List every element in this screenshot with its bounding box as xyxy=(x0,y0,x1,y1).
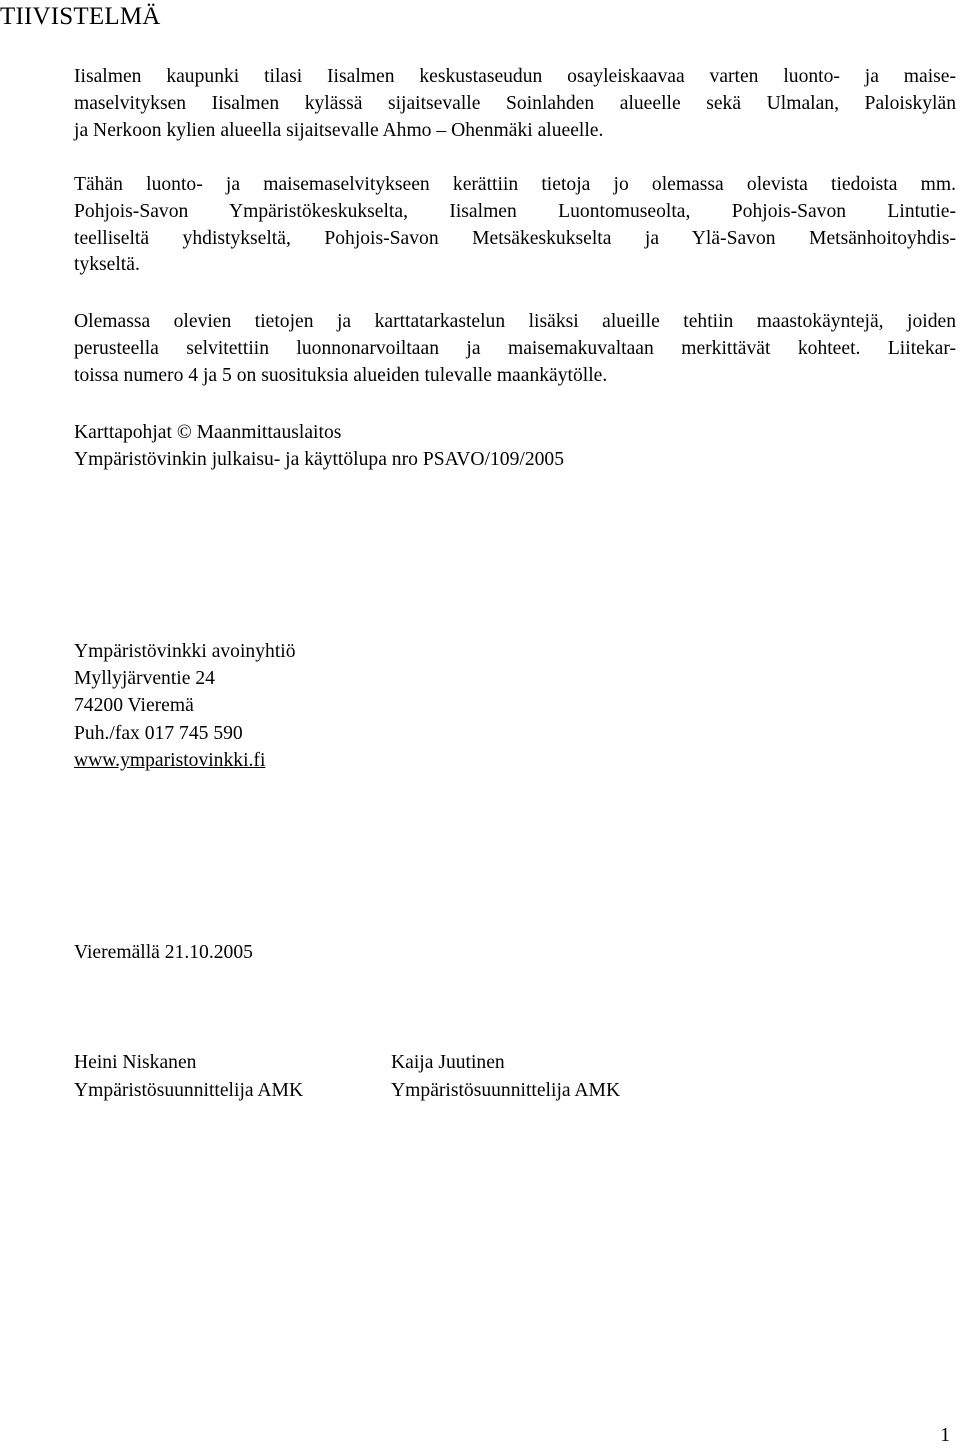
place-date: Vieremällä 21.10.2005 xyxy=(74,942,253,963)
contact-block xyxy=(74,638,296,774)
signer-1 xyxy=(74,1049,303,1104)
phone-fax: Puh./fax 017 745 590 xyxy=(74,722,243,744)
paragraph-line: tykseltä. xyxy=(74,254,140,276)
paragraph-line: teelliseltä yhdistykseltä, Pohjois-Savon Metsäkeskukselta ja Ylä-Savon Metsänhoitoyhdis- xyxy=(74,227,956,249)
website-link[interactable]: www.ymparistovinkki.fi xyxy=(74,749,266,771)
paragraph-line: toissa numero 4 ja 5 on suosituksia alueiden tulevalle maankäytölle. xyxy=(74,364,608,386)
company-name: Ympäristövinkki avoinyhtiö xyxy=(74,641,296,662)
paragraph-sources xyxy=(74,172,956,279)
signer-title: Ympäristösuunnittelija AMK xyxy=(391,1079,621,1101)
paragraph-line: Pohjois-Savon Ympäristökeskukselta, Iisalmen Luontomuseolta, Pohjois-Savon Lintutie- xyxy=(74,200,956,222)
paragraph-line: Olemassa olevien tietojen ja karttatarkastelun lisäksi alueille tehtiin maastokäyntejä, joiden xyxy=(74,311,956,332)
copyright-line: Karttapohjat © Maanmittauslaitos xyxy=(74,422,342,443)
page-number: 1 xyxy=(940,1425,950,1446)
paragraph-line: perusteella selvitettiin luonnonarvoiltaan ja maisemakuvaltaan merkittävät kohteet. Liitekar- xyxy=(74,337,956,359)
paragraph-fieldwork xyxy=(74,309,956,389)
signer-name: Heini Niskanen xyxy=(74,1052,197,1073)
signer-name: Kaija Juutinen xyxy=(391,1052,505,1073)
paragraph-line: maselvityksen Iisalmen kylässä sijaitsevalle Soinlahden alueelle sekä Ulmalan, Paloiskylän xyxy=(74,92,956,114)
page-title: TIIVISTELMÄ xyxy=(0,3,161,30)
paragraph-line: Iisalmen kaupunki tilasi Iisalmen keskustaseudun osayleiskaavaa varten luonto- ja maise- xyxy=(74,66,956,87)
paragraph-intro xyxy=(74,64,956,144)
license-line: Ympäristövinkin julkaisu- ja käyttölupa nro PSAVO/109/2005 xyxy=(74,449,565,471)
copyright-block xyxy=(74,419,564,473)
signer-2 xyxy=(391,1049,620,1104)
paragraph-line: ja Nerkoon kylien alueella sijaitsevalle Ahmo – Ohenmäki alueelle. xyxy=(74,119,604,141)
paragraph-line: Tähän luonto- ja maisemaselvitykseen kerättiin tietoja jo olemassa olevista tiedoista mm. xyxy=(74,174,956,195)
postal-address: 74200 Vieremä xyxy=(74,695,194,717)
street-address: Myllyjärventie 24 xyxy=(74,668,215,690)
signer-title: Ympäristösuunnittelija AMK xyxy=(74,1079,304,1101)
